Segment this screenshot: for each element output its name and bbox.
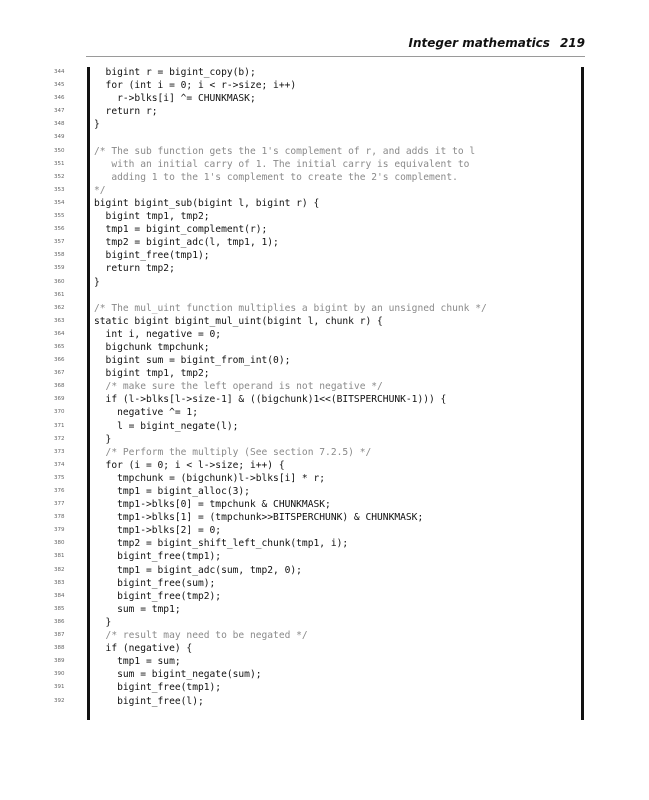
code-line xyxy=(0,485,580,498)
code-line xyxy=(0,223,580,236)
code-line xyxy=(0,406,580,419)
code-line xyxy=(0,145,580,158)
code-line xyxy=(0,328,580,341)
code-text: tmp2 = bigint_adc(l, tmp1, 1); xyxy=(94,237,279,249)
line-number: 348 xyxy=(54,121,65,128)
line-number: 388 xyxy=(54,645,65,652)
code-text: if (negative) { xyxy=(94,643,193,655)
code-text: bigint_free(tmp1); xyxy=(94,250,210,262)
code-line xyxy=(0,341,580,354)
code-line xyxy=(0,276,580,289)
line-number: 374 xyxy=(54,461,65,468)
code-line xyxy=(0,184,580,197)
code-line xyxy=(0,197,580,210)
code-comment: */ xyxy=(94,184,106,196)
line-number: 355 xyxy=(54,213,65,220)
code-text: bigint r = bigint_copy(b); xyxy=(94,67,256,78)
code-line xyxy=(0,249,580,262)
code-line xyxy=(0,668,580,681)
line-number: 375 xyxy=(54,474,65,481)
code-text: for (i = 0; i < l->size; i++) { xyxy=(94,459,285,471)
line-number: 365 xyxy=(54,343,65,350)
code-text: bigint_free(tmp1); xyxy=(94,682,222,694)
code-line xyxy=(0,433,580,446)
code-line xyxy=(0,79,580,92)
code-text: tmpchunk = (bigchunk)l->blks[i] * r; xyxy=(94,472,326,484)
code-line xyxy=(0,210,580,223)
code-line xyxy=(0,629,580,642)
line-number: 364 xyxy=(54,330,65,337)
code-text: sum = bigint_negate(sum); xyxy=(94,669,262,681)
line-number: 368 xyxy=(54,383,65,390)
line-number: 392 xyxy=(54,697,65,704)
header-rule xyxy=(86,56,585,57)
code-line xyxy=(0,289,580,302)
code-text: bigint tmp1, tmp2; xyxy=(94,368,210,380)
code-comment: /* make sure the left operand is not negative */ xyxy=(94,381,383,393)
line-number: 367 xyxy=(54,370,65,377)
line-number: 383 xyxy=(54,579,65,586)
code-text: tmp1->blks[1] = (tmpchunk>>BITSPERCHUNK) & CHUNKMASK; xyxy=(94,512,424,524)
code-text: bigint_free(sum); xyxy=(94,577,216,589)
code-line xyxy=(0,158,580,171)
code-text: tmp1->blks[0] = tmpchunk & CHUNKMASK; xyxy=(94,499,331,511)
code-line xyxy=(0,420,580,433)
code-line xyxy=(0,459,580,472)
code-text: return r; xyxy=(94,106,158,118)
line-number: 358 xyxy=(54,252,65,259)
code-line xyxy=(0,655,580,668)
code-text: l = bigint_negate(l); xyxy=(94,420,239,432)
code-line xyxy=(0,590,580,603)
code-text: tmp2 = bigint_shift_left_chunk(tmp1, i); xyxy=(94,538,349,550)
line-number: 370 xyxy=(54,409,65,416)
code-comment: /* The sub function gets the 1's complement of r, and adds it to l xyxy=(94,145,476,157)
line-number: 387 xyxy=(54,632,65,639)
code-line xyxy=(0,380,580,393)
code-line xyxy=(0,302,580,315)
code-text: tmp1 = bigint_adc(sum, tmp2, 0); xyxy=(94,564,302,576)
line-number: 372 xyxy=(54,435,65,442)
code-text: int i, negative = 0; xyxy=(94,328,222,340)
code-line xyxy=(0,564,580,577)
code-text: bigchunk tmpchunk; xyxy=(94,341,210,353)
code-line xyxy=(0,393,580,406)
code-comment: /* The mul_uint function multiplies a bigint by an unsigned chunk */ xyxy=(94,302,487,314)
code-text: tmp1->blks[2] = 0; xyxy=(94,525,222,537)
line-number: 345 xyxy=(54,82,65,89)
code-line xyxy=(0,642,580,655)
line-number: 385 xyxy=(54,605,65,612)
line-number: 391 xyxy=(54,684,65,691)
code-text: tmp1 = bigint_alloc(3); xyxy=(94,486,250,497)
code-line xyxy=(0,354,580,367)
code-line xyxy=(0,577,580,590)
code-line xyxy=(0,105,580,118)
code-text: bigint_free(l); xyxy=(94,695,204,707)
code-line xyxy=(0,66,580,79)
code-line xyxy=(0,171,580,184)
line-number: 379 xyxy=(54,527,65,534)
code-line xyxy=(0,695,580,708)
line-number: 382 xyxy=(54,566,65,573)
code-line xyxy=(0,236,580,249)
code-line xyxy=(0,511,580,524)
code-line xyxy=(0,537,580,550)
code-line xyxy=(0,367,580,380)
line-number: 353 xyxy=(54,186,65,193)
code-text: } xyxy=(94,433,112,445)
code-line xyxy=(0,550,580,563)
code-comment: /* result may need to be negated */ xyxy=(94,630,308,642)
line-number: 369 xyxy=(54,396,65,403)
code-text: } xyxy=(94,276,100,288)
code-text: return tmp2; xyxy=(94,263,175,275)
line-number: 376 xyxy=(54,488,65,494)
line-number: 347 xyxy=(54,108,65,115)
line-number: 359 xyxy=(54,265,65,272)
code-text: for (int i = 0; i < r->size; i++) xyxy=(94,80,297,92)
line-number: 357 xyxy=(54,239,65,246)
code-line xyxy=(0,92,580,105)
code-text: if (l->blks[l->size-1] & ((bigchunk)1<<(BITSPERCHUNK-1))) { xyxy=(94,394,447,406)
line-number: 361 xyxy=(54,291,65,298)
line-number: 373 xyxy=(54,448,65,455)
code-text: bigint_free(tmp1); xyxy=(94,551,222,563)
line-number: 356 xyxy=(54,226,65,233)
line-number: 384 xyxy=(54,592,65,599)
code-text: negative ^= 1; xyxy=(94,407,198,419)
code-line xyxy=(0,681,580,694)
line-number: 363 xyxy=(54,317,65,324)
code-text: bigint tmp1, tmp2; xyxy=(94,211,210,223)
code-line xyxy=(0,498,580,511)
code-comment: adding 1 to the 1's complement to create the 2's complement. xyxy=(94,171,458,183)
code-text: bigint_free(tmp2); xyxy=(94,590,222,602)
code-line xyxy=(0,262,580,275)
code-listing xyxy=(0,66,580,708)
code-line xyxy=(0,472,580,485)
line-number: 380 xyxy=(54,540,65,547)
code-text: tmp1 = bigint_complement(r); xyxy=(94,224,268,236)
code-text: r->blks[i] ^= CHUNKMASK; xyxy=(94,93,256,105)
line-number: 349 xyxy=(54,134,65,141)
code-line xyxy=(0,315,580,328)
line-number: 366 xyxy=(54,357,65,364)
code-line xyxy=(0,616,580,629)
line-number: 344 xyxy=(54,69,65,75)
code-line xyxy=(0,118,580,131)
code-line xyxy=(0,446,580,459)
line-number: 350 xyxy=(54,147,65,154)
page-number: 219 xyxy=(559,36,585,50)
code-line xyxy=(0,603,580,616)
code-right-bar xyxy=(581,67,584,720)
line-number: 362 xyxy=(54,304,65,311)
code-comment: /* Perform the multiply (See section 7.2.5) */ xyxy=(94,446,372,458)
line-number: 354 xyxy=(54,199,65,206)
code-comment: with an initial carry of 1. The initial carry is equivalent to xyxy=(94,158,470,170)
line-number: 371 xyxy=(54,422,65,429)
code-line xyxy=(0,131,580,144)
code-text: static bigint bigint_mul_uint(bigint l, chunk r) { xyxy=(94,315,383,327)
line-number: 386 xyxy=(54,618,65,625)
line-number: 351 xyxy=(54,160,65,167)
line-number: 390 xyxy=(54,671,65,678)
code-text: } xyxy=(94,616,112,628)
line-number: 381 xyxy=(54,553,65,560)
line-number: 352 xyxy=(54,173,65,180)
code-text: bigint sum = bigint_from_int(0); xyxy=(94,355,291,367)
code-text: sum = tmp1; xyxy=(94,603,181,615)
line-number: 377 xyxy=(54,501,65,508)
line-number: 389 xyxy=(54,658,65,665)
code-text: bigint bigint_sub(bigint l, bigint r) { xyxy=(94,197,320,209)
line-number: 346 xyxy=(54,95,65,102)
line-number: 360 xyxy=(54,278,65,285)
running-header xyxy=(0,36,585,50)
code-text: } xyxy=(94,119,100,131)
code-line xyxy=(0,524,580,537)
line-number: 378 xyxy=(54,514,65,521)
code-text: tmp1 = sum; xyxy=(94,656,181,668)
chapter-title: Integer mathematics xyxy=(408,36,550,50)
